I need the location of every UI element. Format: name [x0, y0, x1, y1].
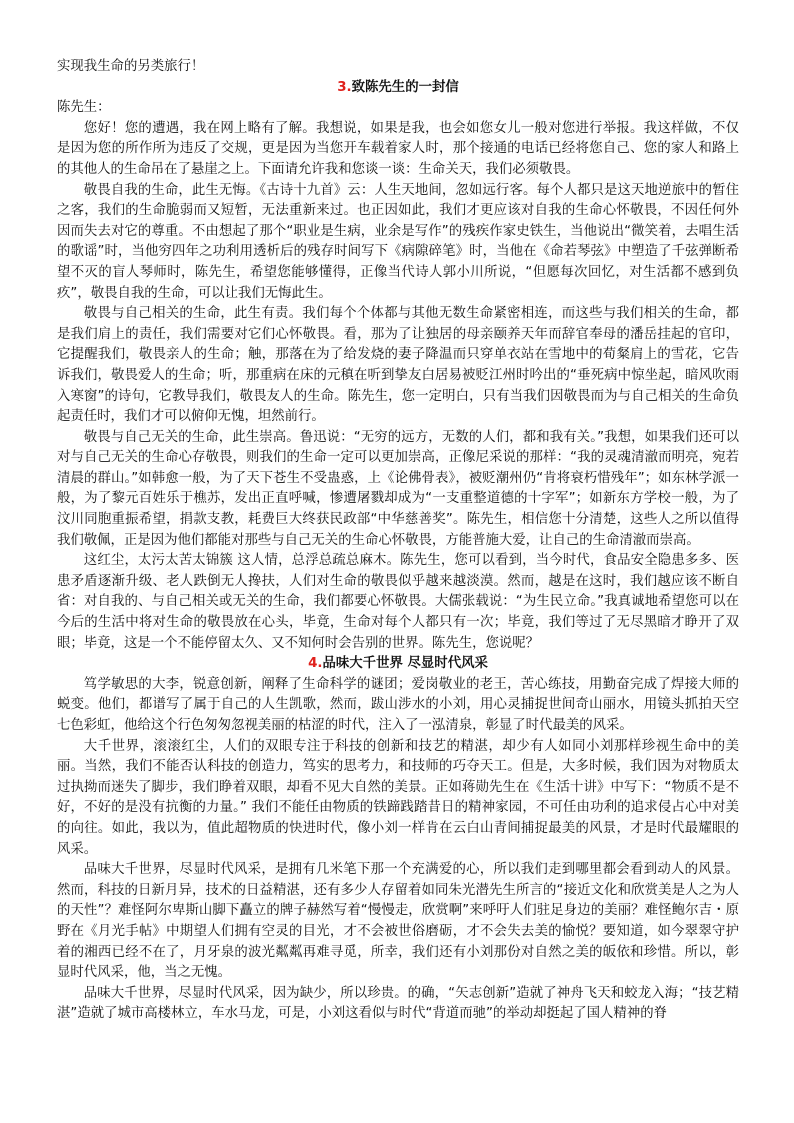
- section-4-paragraph-4: 品味大千世界，尽显时代风采，因为缺少，所以珍贵。的确，“矢志创新”造就了神舟飞天和蛟龙入海；“技艺精湛”造就了城市高楼林立，车水马龙，可是，小刘这看似与时代“背道而驰”的举动却挺起了国人精神的脊: [57, 985, 739, 1022]
- lead-line: 实现我生命的另类旅行！: [57, 59, 205, 74]
- section-3-paragraph-2: 敬畏自我的生命，此生无悔。《古诗十九首》云：人生天地间，忽如远行客。每个人都只是这天地逆旅中的暂住之客，我们的生命脆弱而又短暂，无法重新来过。也正因如此，我们才更应该对自我的生命心怀敬畏，不因任何外因而失去对它的尊重。不由想起了那个“职业是生病，业余是写作”的残疾作家史铁生，当他说出“微笑着，去唱生活的歌谣”时，当他穷四年之功利用透析后的残存时间写下《病隙碎笔》时，当他在《命若琴弦》中塑造了千弦弹断希望不灭的盲人琴师时，陈先生，希望您能够懂得，正像当代诗人郭小川所说，“但愿每次回忆，对生活都不感到负疚”，敬畏自我的生命，可以让我们无悔此生。: [57, 182, 739, 301]
- section-3-number: 3.: [337, 79, 352, 95]
- section-3-paragraph-1: 您好！您的遭遇，我在网上略有了解。我想说，如果是我，也会如您女儿一般对您进行举报。我这样做，不仅是因为您的所作所为违反了交规，更是因为当您开车载着家人时，那个接通的电话已经将您自己、您的家人和路上的其他人的生命吊在了悬崖之上。下面请允许我和您谈一谈：生命关天，我们必须敬畏。: [57, 120, 739, 177]
- section-4-paragraph-1: 笃学敏思的大李，锐意创新，阐释了生命科学的谜团；爱岗敬业的老王，苦心练技，用勤奋完成了焊接大师的蜕变。他们，都谱写了属于自己的人生凯歌，然而，跋山涉水的小刘，用心灵捕捉世间奇山丽水，用镜头抓拍天空七色彩虹，他给这个行色匆匆忽视美丽的枯涩的时代，注入了一泓清泉，彰显了时代最美的风采。: [57, 676, 739, 733]
- section-3-paragraph-5: 这红尘，太污太苦太锦簇 这人情，总浮总疏总麻木。陈先生，您可以看到，当今时代，食品安全隐患多多、医患矛盾逐渐升级、老人跌倒无人搀扶，人们对生命的敬畏似乎越来越淡漠。然而，越是在这时，我们越应该不断自省：对自我的、与自己相关或无关的生命，我们都要心怀敬畏。大儒张载说：“为生民立命。”我真诚地希望您可以在今后的生活中将对生命的敬畏放在心头，毕竟，生命对每个人都只有一次；毕竟，我们等过了无尽黑暗才睁开了双眼；毕竟，这是一个不能停留太久、又不知何时会告别的世界。陈先生，您说呢？: [57, 553, 739, 651]
- letter-salutation: 陈先生：: [57, 100, 111, 116]
- document-page: [57, 57, 739, 1025]
- section-4-heading: [57, 654, 739, 675]
- section-4-title: 品味大千世界 尽显时代风采: [322, 656, 488, 672]
- section-3-title: 致陈先生的一封信: [351, 79, 459, 95]
- section-4-number: 4.: [308, 656, 323, 672]
- section-3-heading: [57, 78, 739, 99]
- section-4-paragraph-3: 品味大千世界，尽显时代风采，是拥有几米笔下那一个充满爱的心，所以我们走到哪里都会看到动人的风景。然而，科技的日新月异，技术的日益精湛，还有多少人存留着如同朱光潜先生所言的“接近文化和欣赏美是人之为人的天性”？难怪阿尔卑斯山脚下矗立的牌子赫然写着“慢慢走，欣赏啊”来呼吁人们驻足身边的美丽？难怪鲍尔吉・原野在《月光手帖》中期望人们拥有空灵的目光，才不会被世俗磨砺，才不会失去美的愉悦？要知道，如今翠翠守护着的湘西已经不在了，月牙泉的波光粼粼再难寻觅，所幸，我们还有小刘那份对自然之美的皈依和珍惜。所以，彰显时代风采，他，当之无愧。: [57, 862, 739, 981]
- section-3-paragraph-3: 敬畏与自己相关的生命，此生有责。我们每个个体都与其他无数生命紧密相连，而这些与我们相关的生命，都是我们肩上的责任，我们需要对它们心怀敬畏。看，那为了让独居的母亲颐养天年而辞官奉母的潘岳挂起的官印，它提醒我们，敬畏亲人的生命；触，那落在为了给发烧的妻子降温而只穿单衣站在雪地中的荀粲肩上的雪花，它告诉我们，敬畏爱人的生命；听，那重病在床的元稹在听到挚友白居易被贬江州时吟出的“垂死病中惊坐起，暗风吹雨入寒窗”的诗句，它教导我们，敬畏友人的生命。陈先生，您一定明白，只有当我们因敬畏而为与自己相关的生命负起责任时，我们才可以俯仰无愧，坦然前行。: [57, 306, 739, 425]
- section-4-paragraph-2: 大千世界，滚滚红尘，人们的双眼专注于科技的创新和技艺的精湛，却少有人如同小刘那样珍视生命中的美丽。当然，我们不能否认科技的创造力，笃实的思考力，和技师的巧夺天工。但是，大多时候，我们因为对物质太过执拗而迷失了脚步，我们睁着双眼，却看不见大自然的美景。正如蒋勋先生在《生活十讲》中写下：“物质不是不好，不好的是没有抗衡的力量。” 我们不能任由物质的铁蹄践踏昔日的精神家园，不可任由功利的追求侵占心中对美的向往。如此，我以为，值此超物质的快进时代，像小刘一样肯在云白山青间捕捉最美的风景，才是时代最耀眼的风采。: [57, 738, 739, 857]
- section-3-paragraph-4: 敬畏与自己无关的生命，此生崇高。鲁迅说：“无穷的远方，无数的人们，都和我有关。”我想，如果我们还可以对与自己无关的生命心存敬畏，则我们的生命一定可以更加崇高，正像尼采说的那样：“我的灵魂清澈而明亮，宛若清晨的群山。”如韩愈一般，为了天下苍生不受蛊惑，上《论佛骨表》，被贬潮州仍“肯将衰朽惜残年”；如东林学派一般，为了黎元百姓乐于樵苏，发出正直呼喊，惨遭屠戮却成为“一支重整道德的十字军”；如新东方学校一般，为了汶川同胞重振希望，捐款支教，耗费巨大终获民政部“中华慈善奖”。陈先生，相信您十分清楚，这些人之所以值得我们敬佩，正是因为他们都能对那些与自己无关的生命心怀敬畏，方能普施大爱，让自己的生命清澈而崇高。: [57, 429, 739, 548]
